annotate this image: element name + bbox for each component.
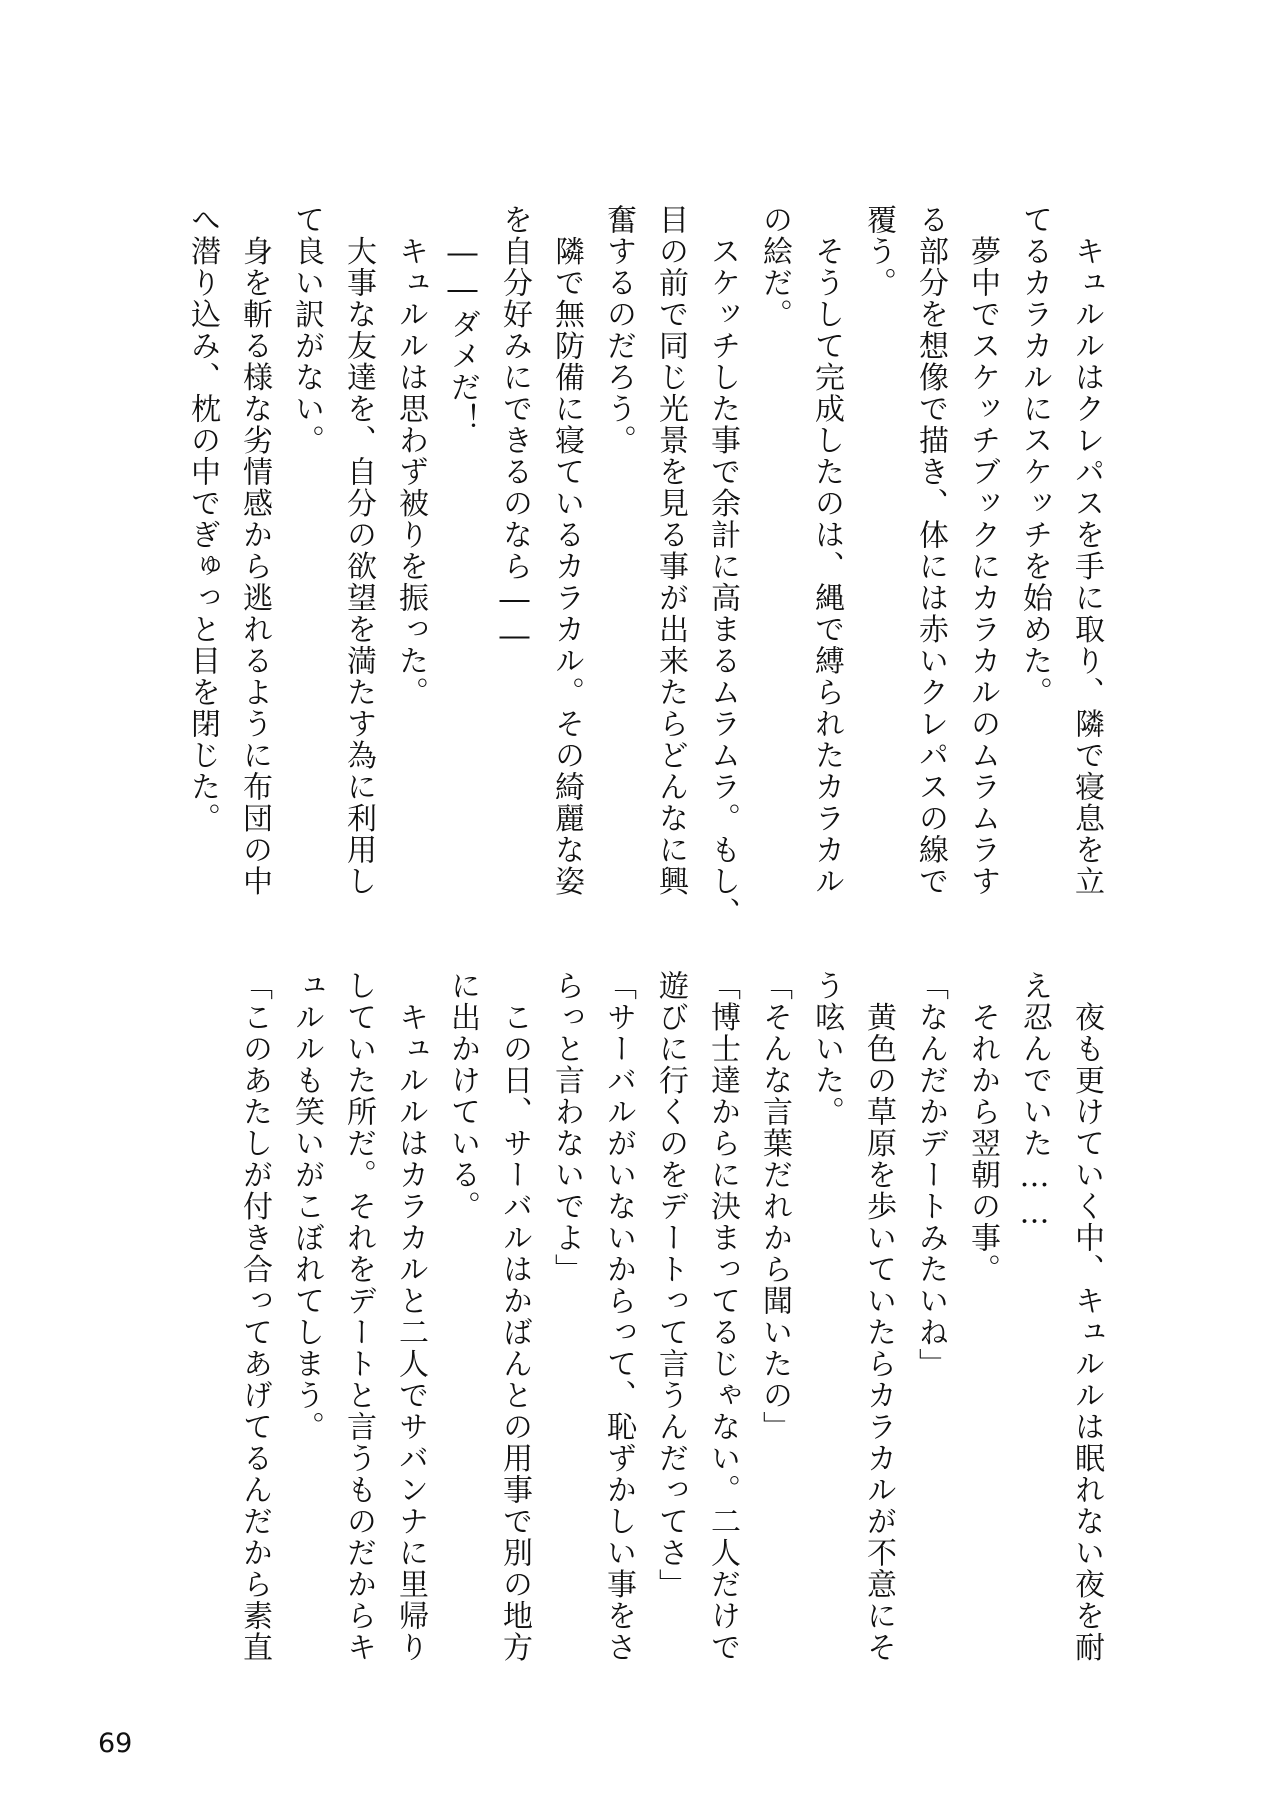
text-column: そうして完成したのは、縄で縛られたカラカル: [809, 204, 844, 897]
text-column: 「博士達からに決まってるじゃない。二人だけで: [705, 970, 740, 1663]
text-column: 「なんだかデートみたいね」: [913, 970, 948, 1380]
text-column: 奮するのだろう。: [601, 204, 636, 456]
text-column: していた所だ。それをデートと言うものだからキ: [341, 970, 376, 1663]
text-column: ュルルも笑いがこぼれてしまう。: [289, 970, 324, 1443]
text-column: 「サーバルがいないからって、恥ずかしい事をさ: [601, 970, 636, 1663]
text-column: キュルルはカラカルと二人でサバンナに里帰り: [393, 970, 428, 1663]
text-column: る部分を想像で描き、体には赤いクレパスの線で: [913, 204, 948, 897]
text-column: 遊びに行くのをデートって言うんだってさ」: [653, 970, 688, 1600]
text-column: スケッチした事で余計に高まるムラムラ。もし、: [705, 204, 740, 929]
text-column: 「そんな言葉だれから聞いたの」: [757, 970, 792, 1443]
text-column: キュルルは思わず被りを振った。: [393, 204, 428, 708]
page-number: 69: [98, 1728, 133, 1759]
text-column: ――ダメだ！: [445, 204, 480, 435]
text-column: 隣で無防備に寝ているカラカル。その綺麗な姿: [549, 204, 584, 897]
text-column: 覆う。: [861, 204, 896, 299]
text-column: 身を斬る様な劣情感から逃れるように布団の中: [237, 204, 272, 897]
text-column: の絵だ。: [757, 204, 792, 330]
text-column: 目の前で同じ光景を見る事が出来たらどんなに興: [653, 204, 688, 897]
text-column: 夜も更けていく中、キュルルは眠れない夜を耐: [1069, 970, 1104, 1663]
text-column: らっと言わないでよ」: [549, 970, 584, 1285]
text-column: キュルルはクレパスを手に取り、隣で寝息を立: [1069, 204, 1104, 897]
text-column: へ潜り込み、枕の中でぎゅっと目を閉じた。: [185, 204, 220, 834]
text-column: てるカラカルにスケッチを始めた。: [1017, 204, 1052, 708]
text-column: え忍んでいた……: [1017, 970, 1052, 1232]
text-column: て良い訳がない。: [289, 204, 324, 456]
lower-text-block: [176, 970, 1112, 1663]
text-column: 黄色の草原を歩いていたらカラカルが不意にそ: [861, 970, 896, 1663]
text-column: それから翌朝の事。: [965, 970, 1000, 1285]
text-column: 「このあたしが付き合ってあげてるんだから素直: [237, 970, 272, 1663]
text-column: を自分好みにできるのなら――: [497, 204, 532, 655]
upper-text-block: [176, 204, 1112, 929]
text-column: 夢中でスケッチブックにカラカルのムラムラす: [965, 204, 1000, 897]
text-column: この日、サーバルはかばんとの用事で別の地方: [497, 970, 532, 1663]
text-column: に出かけている。: [445, 970, 480, 1222]
text-column: 大事な友達を、自分の欲望を満たす為に利用し: [341, 204, 376, 897]
text-column: う呟いた。: [809, 970, 844, 1128]
